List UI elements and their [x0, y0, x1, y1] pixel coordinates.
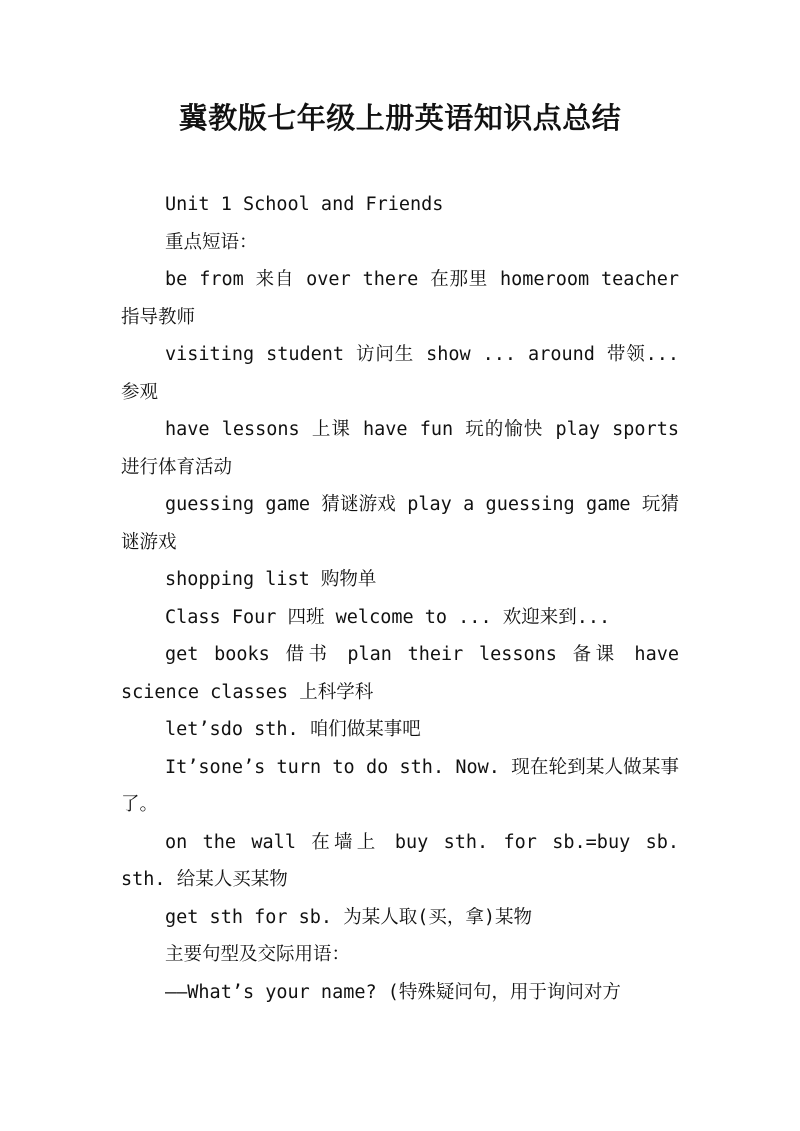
- paragraph: get books 借书 plan their lessons 备课 have science classes 上科学科: [121, 644, 679, 703]
- paragraph: on the wall 在墙上 buy sth. for sb.=buy sb. sth. 给某人买某物: [121, 831, 679, 890]
- paragraph: It’sone’s turn to do sth. Now. 现在轮到某人做某事了。: [121, 756, 679, 815]
- paragraph: have lessons 上课 have fun 玩的愉快 play sports 进行体育活动: [121, 419, 679, 478]
- document-title: 冀教版七年级上册英语知识点总结: [178, 101, 622, 135]
- paragraph: get sth for sb. 为某人取(买，拿)某物: [165, 906, 532, 928]
- paragraph: visiting student 访问生 show ... around 带领... 参观: [121, 344, 679, 403]
- paragraph: shopping list 购物单: [165, 569, 377, 590]
- paragraph-unit-heading: Unit 1 School and Friends: [165, 194, 444, 215]
- paragraph: ——What’s your name? (特殊疑问句，用于询问对方: [165, 981, 621, 1003]
- paragraph: guessing game 猜谜游戏 play a guessing game 玩猜谜游戏: [121, 494, 679, 553]
- paragraph: let’sdo sth. 咱们做某事吧: [165, 719, 421, 740]
- paragraph: be from 来自 over there 在那里 homeroom teacher 指导教师: [121, 269, 679, 328]
- paragraph-key-phrases-heading: 重点短语：: [165, 231, 258, 253]
- paragraph: Class Four 四班 welcome to ... 欢迎来到...: [165, 606, 611, 628]
- paragraph-sentence-patterns-heading: 主要句型及交际用语：: [165, 944, 351, 965]
- document-body: [121, 186, 679, 1011]
